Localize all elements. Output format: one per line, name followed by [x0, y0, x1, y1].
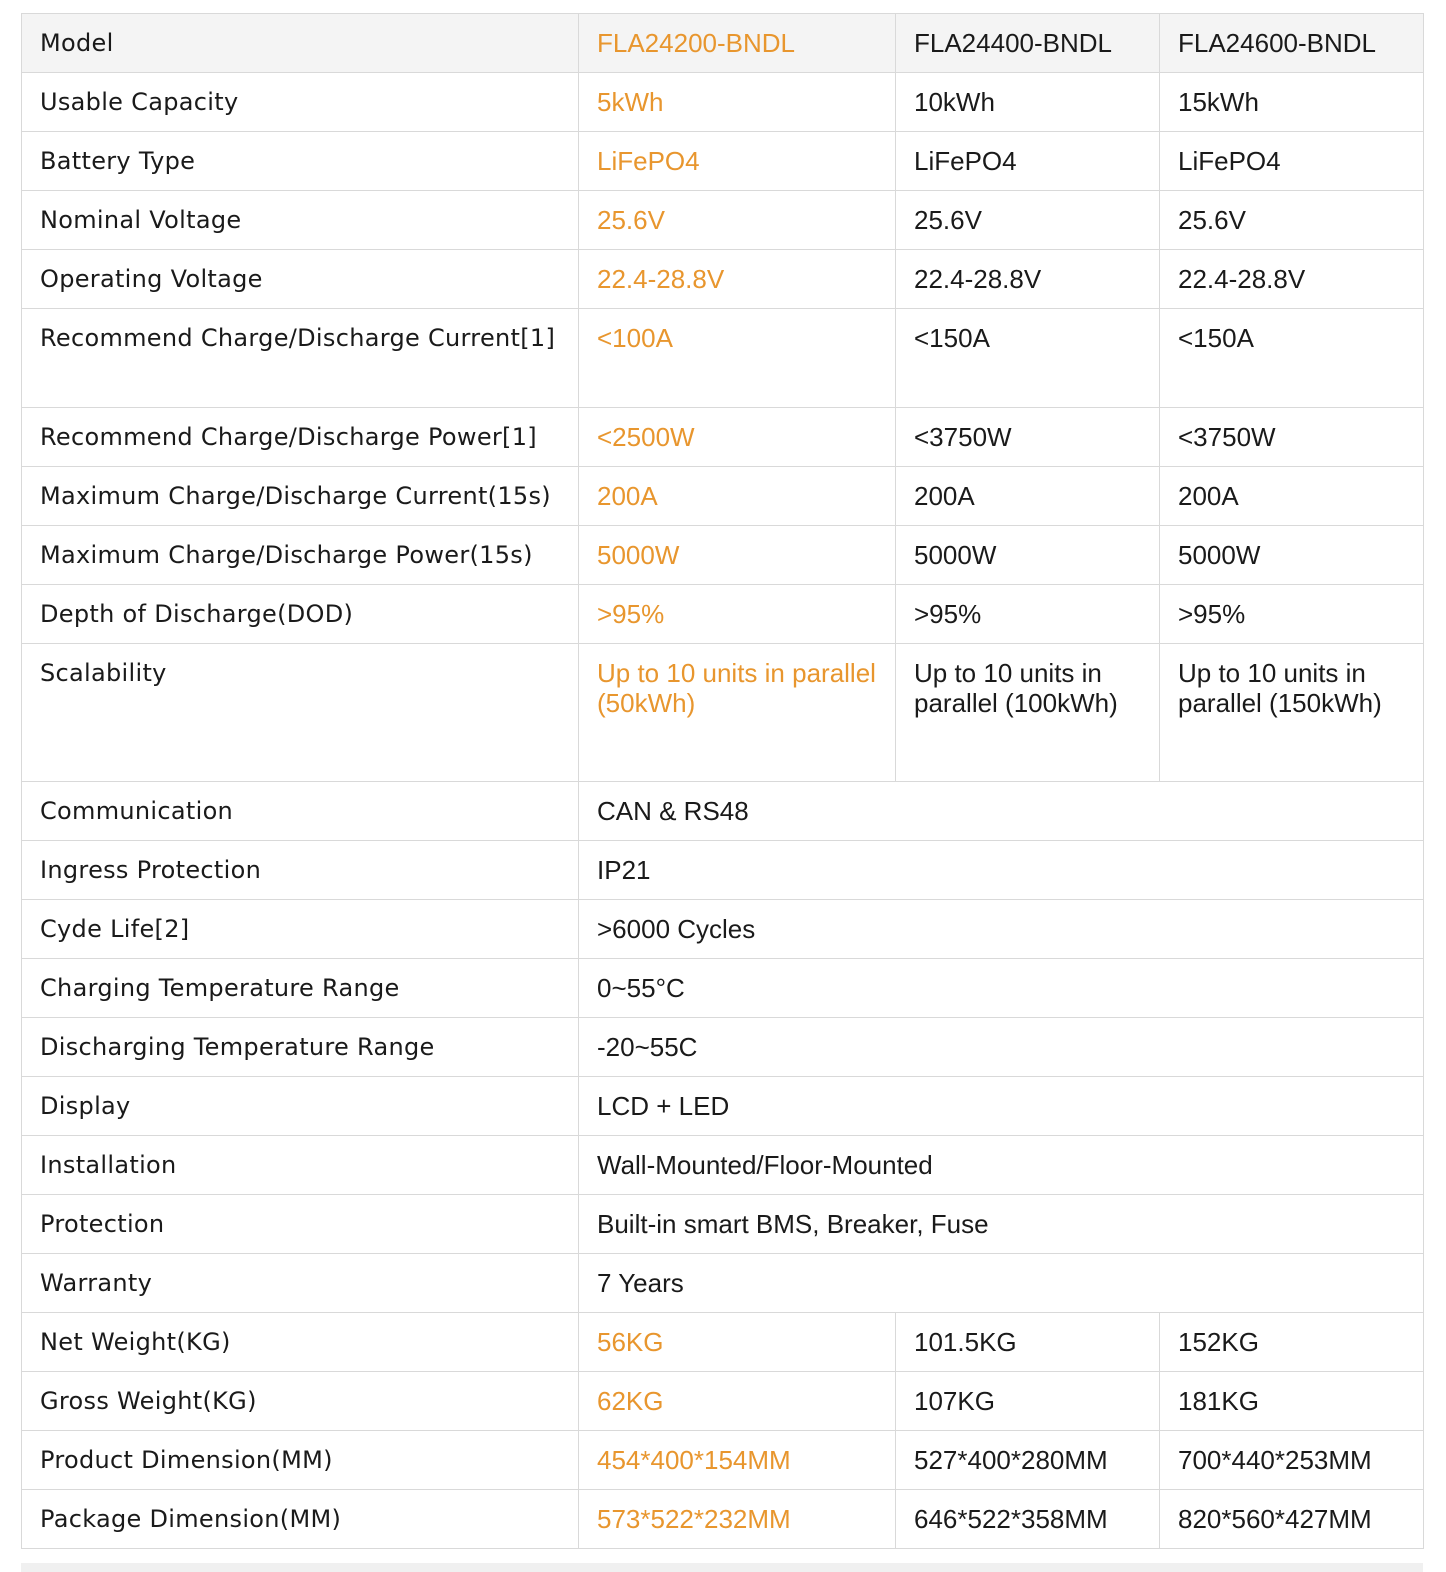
value-model-3: LiFePO4: [1160, 132, 1424, 191]
row-label: Recommend Charge/Discharge Power[1]: [22, 408, 579, 467]
value-model-2: 101.5KG: [896, 1313, 1160, 1372]
model-1: FLA24200-BNDL: [579, 14, 896, 73]
value-model-2: <150A: [896, 309, 1160, 408]
spec-table: [21, 13, 1424, 1549]
model-3: FLA24600-BNDL: [1160, 14, 1424, 73]
row-label: Cyde Life[2]: [22, 900, 579, 959]
header-row: [22, 14, 1424, 73]
table-row: [22, 408, 1424, 467]
value-model-1: 22.4-28.8V: [579, 250, 896, 309]
row-label: Recommend Charge/Discharge Current[1]: [22, 309, 579, 408]
row-label: Operating Voltage: [22, 250, 579, 309]
value-model-1: 5kWh: [579, 73, 896, 132]
value-model-2: 646*522*358MM: [896, 1490, 1160, 1549]
table-row: [22, 1490, 1424, 1549]
value-model-3: 181KG: [1160, 1372, 1424, 1431]
shared-value: LCD + LED: [579, 1077, 1424, 1136]
row-label: Product Dimension(MM): [22, 1431, 579, 1490]
value-model-3: 820*560*427MM: [1160, 1490, 1424, 1549]
table-row: [22, 644, 1424, 782]
table-row: [22, 309, 1424, 408]
value-model-2: 107KG: [896, 1372, 1160, 1431]
header-label: Model: [22, 14, 579, 73]
value-model-3: 25.6V: [1160, 191, 1424, 250]
row-label: Usable Capacity: [22, 73, 579, 132]
bottom-divider: [21, 1563, 1423, 1572]
value-model-1: 573*522*232MM: [579, 1490, 896, 1549]
shared-value: -20~55C: [579, 1018, 1424, 1077]
shared-value: Wall-Mounted/Floor-Mounted: [579, 1136, 1424, 1195]
row-label: Display: [22, 1077, 579, 1136]
value-model-3: 200A: [1160, 467, 1424, 526]
row-label: Depth of Discharge(DOD): [22, 585, 579, 644]
model-2: FLA24400-BNDL: [896, 14, 1160, 73]
shared-value: 7 Years: [579, 1254, 1424, 1313]
row-label: Warranty: [22, 1254, 579, 1313]
value-model-3: >95%: [1160, 585, 1424, 644]
row-label: Nominal Voltage: [22, 191, 579, 250]
row-label: Package Dimension(MM): [22, 1490, 579, 1549]
table-row: [22, 132, 1424, 191]
table-row: [22, 526, 1424, 585]
table-row: [22, 191, 1424, 250]
row-label: Charging Temperature Range: [22, 959, 579, 1018]
shared-value: 0~55°C: [579, 959, 1424, 1018]
value-model-1: LiFePO4: [579, 132, 896, 191]
value-model-2: 25.6V: [896, 191, 1160, 250]
value-model-3: <3750W: [1160, 408, 1424, 467]
value-model-2: Up to 10 units in parallel (100kWh): [896, 644, 1160, 782]
value-model-1: <100A: [579, 309, 896, 408]
table-row: [22, 585, 1424, 644]
row-label: Maximum Charge/Discharge Current(15s): [22, 467, 579, 526]
table-row: [22, 1195, 1424, 1254]
table-row: [22, 1018, 1424, 1077]
value-model-3: 700*440*253MM: [1160, 1431, 1424, 1490]
value-model-1: 200A: [579, 467, 896, 526]
row-label: Installation: [22, 1136, 579, 1195]
table-row: [22, 1136, 1424, 1195]
table-row: [22, 841, 1424, 900]
value-model-2: 22.4-28.8V: [896, 250, 1160, 309]
value-model-1: <2500W: [579, 408, 896, 467]
value-model-3: 22.4-28.8V: [1160, 250, 1424, 309]
table-row: [22, 1431, 1424, 1490]
row-label: Discharging Temperature Range: [22, 1018, 579, 1077]
table-row: [22, 900, 1424, 959]
value-model-3: 5000W: [1160, 526, 1424, 585]
value-model-3: <150A: [1160, 309, 1424, 408]
table-row: [22, 1372, 1424, 1431]
value-model-2: >95%: [896, 585, 1160, 644]
shared-value: IP21: [579, 841, 1424, 900]
table-row: [22, 250, 1424, 309]
value-model-2: 10kWh: [896, 73, 1160, 132]
row-label: Communication: [22, 782, 579, 841]
shared-value: CAN & RS48: [579, 782, 1424, 841]
value-model-1: 25.6V: [579, 191, 896, 250]
row-label: Maximum Charge/Discharge Power(15s): [22, 526, 579, 585]
value-model-2: 200A: [896, 467, 1160, 526]
value-model-1: >95%: [579, 585, 896, 644]
value-model-3: 15kWh: [1160, 73, 1424, 132]
value-model-2: 5000W: [896, 526, 1160, 585]
table-row: [22, 1313, 1424, 1372]
value-model-1: 5000W: [579, 526, 896, 585]
shared-value: >6000 Cycles: [579, 900, 1424, 959]
value-model-2: LiFePO4: [896, 132, 1160, 191]
row-label: Scalability: [22, 644, 579, 782]
value-model-3: Up to 10 units in parallel (150kWh): [1160, 644, 1424, 782]
shared-value: Built-in smart BMS, Breaker, Fuse: [579, 1195, 1424, 1254]
table-row: [22, 467, 1424, 526]
table-row: [22, 1077, 1424, 1136]
value-model-2: <3750W: [896, 408, 1160, 467]
value-model-1: 454*400*154MM: [579, 1431, 896, 1490]
table-row: [22, 1254, 1424, 1313]
row-label: Protection: [22, 1195, 579, 1254]
value-model-1: 56KG: [579, 1313, 896, 1372]
value-model-1: 62KG: [579, 1372, 896, 1431]
table-row: [22, 782, 1424, 841]
row-label: Net Weight(KG): [22, 1313, 579, 1372]
table-row: [22, 73, 1424, 132]
row-label: Battery Type: [22, 132, 579, 191]
value-model-2: 527*400*280MM: [896, 1431, 1160, 1490]
value-model-3: 152KG: [1160, 1313, 1424, 1372]
row-label: Gross Weight(KG): [22, 1372, 579, 1431]
table-row: [22, 959, 1424, 1018]
value-model-1: Up to 10 units in parallel (50kWh): [579, 644, 896, 782]
row-label: Ingress Protection: [22, 841, 579, 900]
